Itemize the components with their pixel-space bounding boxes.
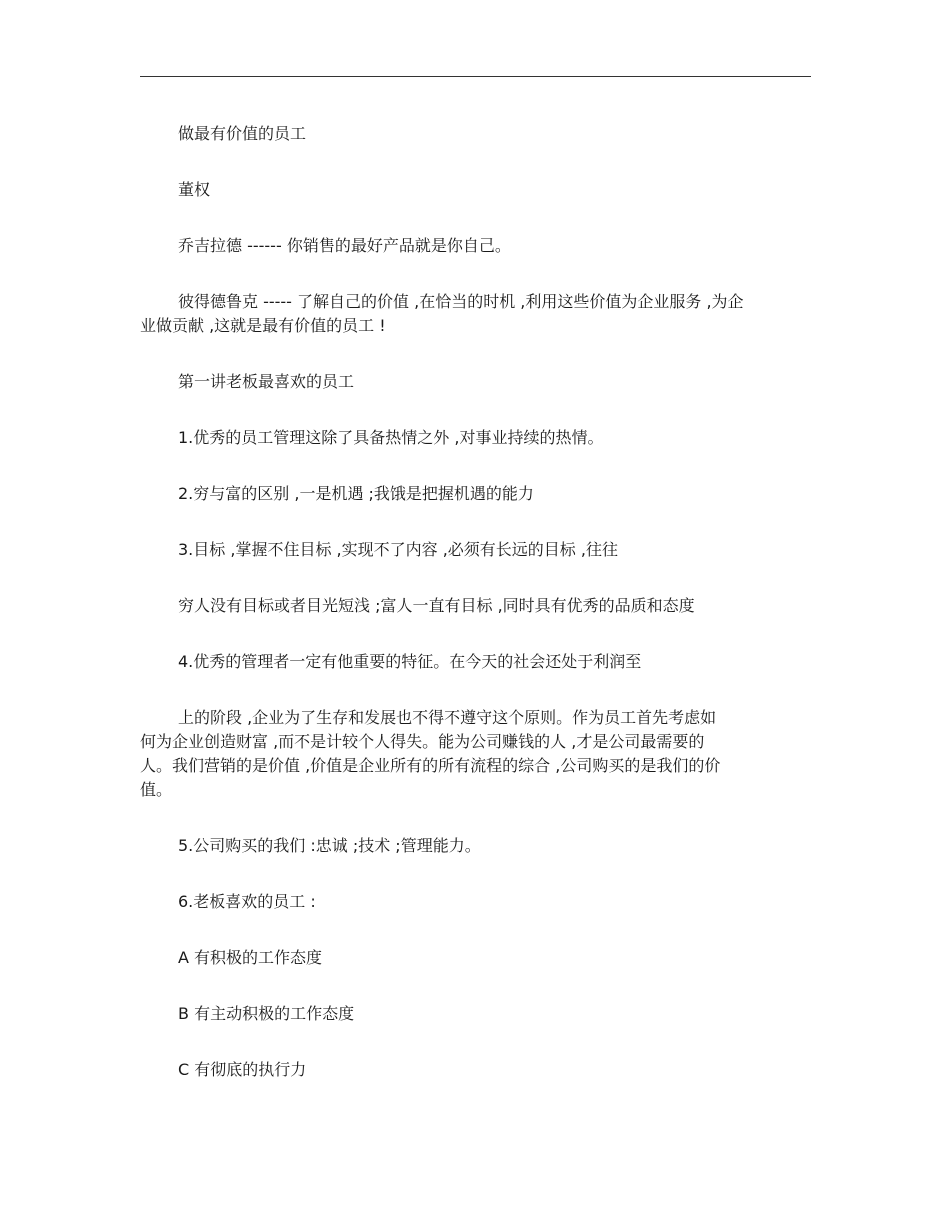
list-item-3-continuation: 穷人没有目标或者目光短浅 ;富人一直有目标 ,同时具有优秀的品质和态度 xyxy=(178,596,695,615)
list-item-2: 2.穷与富的区别 ,一是机遇 ;我饿是把握机遇的能力 xyxy=(178,484,534,503)
list-item-5: 5.公司购买的我们 :忠诚 ;技术 ;管理能力。 xyxy=(178,836,481,855)
list-item-6-c: C 有彻底的执行力 xyxy=(178,1060,307,1079)
paragraph-line: 上的阶段 ,企业为了生存和发展也不得不遵守这个原则。作为员工首先考虑如 xyxy=(178,708,717,727)
list-item-6-a: A 有积极的工作态度 xyxy=(178,948,323,967)
list-item-6-b: B 有主动积极的工作态度 xyxy=(178,1004,355,1023)
document-title: 做最有价值的员工 xyxy=(178,124,307,143)
quote-joe-girard: 乔吉拉德 ------ 你销售的最好产品就是你自己。 xyxy=(178,236,511,255)
document-author: 董权 xyxy=(178,180,211,199)
quote-line: 彼得德鲁克 ----- 了解自己的价值 ,在恰当的时机 ,利用这些价值为企业服务 ,为企 xyxy=(178,292,744,311)
lecture-title: 第一讲老板最喜欢的员工 xyxy=(178,372,355,391)
list-item-3: 3.目标 ,掌握不住目标 ,实现不了内容 ,必须有长远的目标 ,往往 xyxy=(178,540,618,559)
list-item-6: 6.老板喜欢的员工 : xyxy=(178,892,316,911)
quote-line: 业做贡献 ,这就是最有价值的员工 ! xyxy=(140,316,386,335)
list-item-1: 1.优秀的员工管理这除了具备热情之外 ,对事业持续的热情。 xyxy=(178,428,604,447)
list-item-4: 4.优秀的管理者一定有他重要的特征。在今天的社会还处于利润至 xyxy=(178,652,642,671)
header-rule xyxy=(140,76,811,77)
quote-peter-drucker xyxy=(140,290,800,338)
paragraph-line: 值。 xyxy=(140,780,173,799)
paragraph-line: 人。我们营销的是价值 ,价值是企业所有的所有流程的综合 ,公司购买的是我们的价 xyxy=(140,756,721,775)
paragraph-line: 何为企业创造财富 ,而不是计较个人得失。能为公司赚钱的人 ,才是公司最需要的 xyxy=(140,732,705,751)
list-item-4-continuation xyxy=(140,706,800,802)
document-body xyxy=(140,122,800,1114)
